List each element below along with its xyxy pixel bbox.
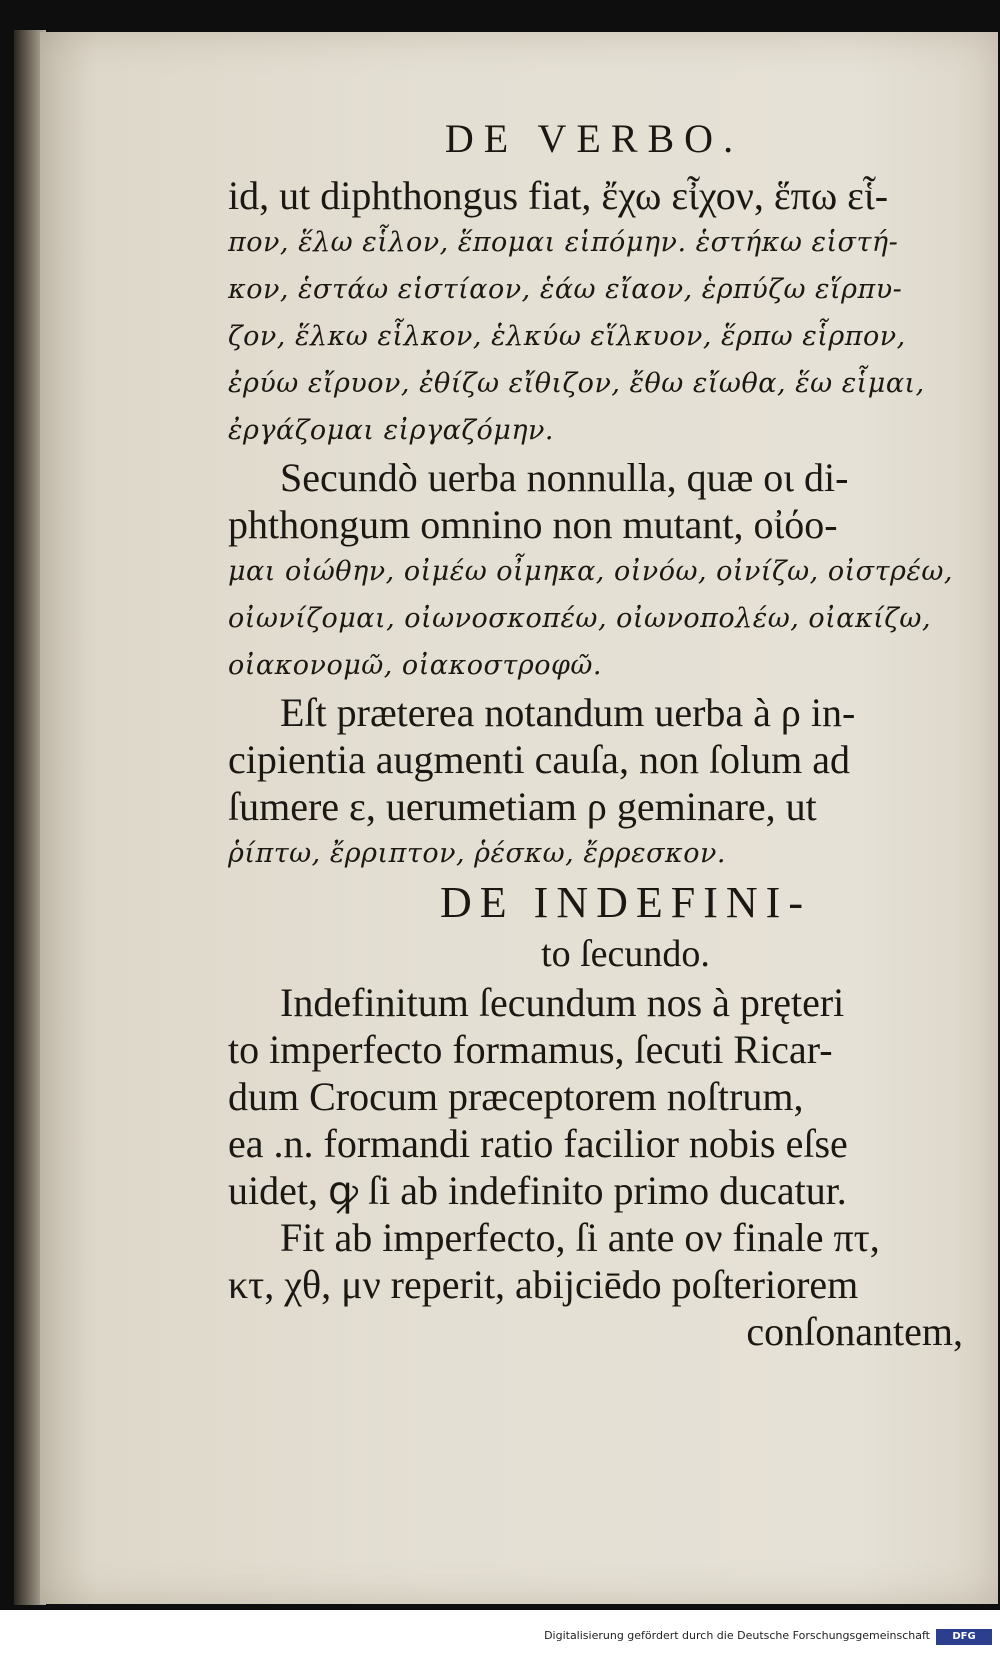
text-line: Indefinitum ſecundum nos à pręteri: [280, 980, 845, 1025]
funding-credit: Digitalisierung gefördert durch die Deutsche Forschungsgemeinschaft: [544, 1629, 930, 1642]
text-line: ῥίπτω, ἔρριπτον, ῥέσκω, ἔρρεσκον.: [228, 838, 726, 869]
text-line: οἰωνίζομαι, οἰωνοσκοπέω, οἰωνοπολέω, οἰακίζω,: [228, 603, 932, 634]
text-line: cipientia augmenti cauſa, non ſolum ad: [228, 737, 851, 782]
text-line: Eſt præterea notandum uerba à ρ in-: [280, 690, 856, 735]
text-line: κτ, χθ, μν reperit, abijciēdo poſteriorem: [228, 1262, 859, 1307]
text-line: id, ut diphthongus fiat, ἔχω εἶχον, ἕπω εἷ-: [228, 173, 889, 218]
text-line: οἰακονομῶ, οἰακοστροφῶ.: [228, 650, 602, 681]
text-line: πον, ἕλω εἷλον, ἕπομαι εἱπόμην. ἑστήκω εἱστή-: [228, 227, 899, 258]
text-line: dum Crocum præceptorem noſtrum,: [228, 1074, 804, 1119]
section-title: DE INDEFINI-: [440, 878, 811, 927]
text-line: ἐρύω εἴρυον, ἐθίζω εἴθιζον, ἔθω εἴωθα, ἕω εἷμαι,: [228, 368, 925, 399]
text-line: phthongum omnino non mutant, οἰόο-: [228, 502, 838, 547]
text-line: conſonantem,: [746, 1309, 963, 1354]
dfg-logo: DFG: [936, 1629, 992, 1645]
running-head: DE VERBO.: [444, 116, 744, 161]
text-line: ἐργάζομαι εἰργαζόμην.: [228, 415, 554, 446]
text-line: Secundò uerba nonnulla, quæ οι di-: [280, 455, 849, 500]
text-line: μαι οἰώθην, οἰμέω οἶμηκα, οἰνόω, οἰνίζω, οἰστρέω,: [228, 556, 953, 587]
footer-bar: [0, 1610, 1000, 1656]
text-block-2: [228, 979, 963, 1355]
section-subtitle: to ſecundo.: [541, 933, 710, 975]
text-line: ſumere ε, uerumetiam ρ geminare, ut: [228, 784, 817, 829]
text-line: ea .n. formandi ratio facilior nobis eſse: [228, 1121, 848, 1166]
book-page: [40, 32, 998, 1604]
text-line: to imperfecto formamus, ſecuti Ricar-: [228, 1027, 833, 1072]
text-line: ζον, ἕλκω εἷλκον, ἑλκύω εἵλκυον, ἕρπω εἷρπον,: [228, 321, 906, 352]
text-line: uidet, ꝙ ſi ab indefinito primo ducatur.: [228, 1168, 847, 1213]
text-line: Fit ab imperfecto, ſi ante ον finale πτ,: [280, 1215, 880, 1260]
text-line: κον, ἑστάω εἱστίαον, ἑάω εἴαον, ἑρπύζω εἵρπυ-: [228, 274, 903, 305]
text-block-1: [228, 172, 963, 877]
page-body: [228, 172, 963, 1355]
